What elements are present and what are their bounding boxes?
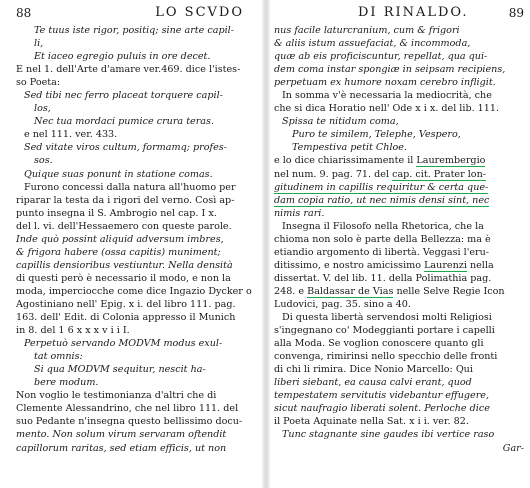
- text-span: alla Moda. Se voglion conoscere quanto gli: [274, 338, 484, 350]
- text-span: Gar-: [502, 442, 524, 454]
- text-line: Nec tua mordaci pumice crura teras.: [34, 116, 214, 128]
- text-span: nel num. 9. pag. 71. del: [274, 168, 393, 180]
- text-line: Sed vitate viros cultum, formamq; profes-: [24, 142, 227, 154]
- text-span: che si dica Horatio nell' Ode x i x. del lib. 111.: [274, 103, 500, 115]
- text-line: Te tuus iste rigor, positiq; sine arte capil-: [34, 25, 234, 36]
- text-line: [274, 246, 524, 259]
- left-page-header: [16, 4, 262, 22]
- text-line: [274, 363, 524, 376]
- text-line: [274, 128, 524, 141]
- text-span: dissertat. V. del lib. 11. della Polimathia pag.: [274, 272, 492, 284]
- text-line: capillis densioribus vestiuntur. Nella densità: [16, 259, 233, 271]
- text-line: del l. vi. dell'Hessaemero con queste parole.: [16, 220, 232, 232]
- right-text-block: [274, 24, 524, 455]
- text-line: [274, 324, 524, 337]
- text-span: nimis rari.: [274, 207, 325, 219]
- text-span: Di questa libertà servendosi molti Religiosi: [282, 312, 492, 324]
- text-line: Clemente Alessandrino, che nel libro 111. del: [16, 403, 239, 415]
- text-line: [274, 24, 524, 37]
- text-span: nus facile laturcranium, cum & frigori: [274, 25, 460, 36]
- text-span: tempestatem servitutis videbantur effugere,: [274, 390, 490, 402]
- text-span: nelle Selve Regie Icon: [393, 285, 505, 297]
- text-line: & frigora habere (ossa capitis) muniment;: [16, 246, 221, 258]
- text-line: [274, 402, 524, 415]
- right-page-header: [274, 4, 524, 22]
- text-line: los,: [34, 103, 51, 115]
- text-line: Et iaceo egregio puluis in ore decet.: [34, 51, 211, 63]
- underlined-reference: Baldassar de Vias: [307, 285, 394, 297]
- left-running-title: LO SCVDO: [155, 5, 244, 20]
- text-span: etiandio argomento di libertà. Veggasi l'eru-: [274, 246, 490, 258]
- text-span: il Poeta Aquinate nella Sat. x i i. ver. 82.: [274, 416, 469, 428]
- text-span: Tempestiva petit Chloe.: [292, 142, 408, 154]
- text-line: li,: [34, 38, 44, 50]
- text-line: punto insegna il S. Ambrogio nel cap. I x.: [16, 207, 217, 219]
- text-line: in 8. del 1 6 x x x v i i I.: [16, 325, 130, 337]
- text-line: [274, 89, 524, 102]
- text-span: di chi li rimira. Dice Nonio Marcello: Qui: [274, 364, 473, 376]
- text-line: [274, 168, 524, 181]
- text-span: nella: [466, 259, 494, 271]
- text-line: [274, 76, 524, 89]
- right-page: [266, 0, 530, 488]
- text-line: 163. dell' Edit. di Colonia appresso il Munich: [16, 312, 236, 324]
- text-line: [274, 311, 524, 324]
- text-line: [274, 181, 524, 194]
- text-line: [274, 115, 524, 128]
- text-line: sos.: [34, 155, 53, 167]
- text-line: Agostiniano nell' Epig. x i. del libro 111. pag.: [16, 298, 236, 310]
- text-line: so Poeta:: [16, 77, 61, 89]
- text-line: [274, 154, 524, 167]
- text-line: [274, 141, 524, 154]
- right-page-number: 89: [508, 6, 524, 20]
- text-span: In somma v'è necessaria la mediocrità, che: [282, 90, 492, 102]
- text-span: Spissa te nitidum coma,: [282, 116, 399, 128]
- text-line: [274, 415, 524, 428]
- text-line: [274, 63, 524, 76]
- text-line: [274, 442, 524, 455]
- text-line: [274, 337, 524, 350]
- left-text-block: [16, 24, 262, 455]
- underlined-reference: gitudinem in capillis requiritur & certa que-: [274, 181, 489, 193]
- text-line: riparar la testa da i rigori del verno. Così ap-: [16, 194, 235, 206]
- text-line: Inde quò possint aliquid adversum imbres,: [16, 233, 224, 245]
- text-span: s'ingegnano co' Modeggianti portare i capelli: [274, 325, 495, 337]
- text-line: [274, 207, 524, 220]
- text-line: Sed tibi nec ferro placeat torquere capil-: [24, 90, 223, 102]
- text-line: moda, imperciocche come dice Ingazio Dycker o: [16, 285, 252, 297]
- text-span: dem coma instar spongiæ in seipsam recipiens,: [274, 64, 506, 76]
- underlined-reference: Laurembergio: [416, 155, 486, 167]
- text-span: Tunc stagnante sine gaudes ibi vertice raso: [282, 429, 495, 441]
- text-line: [274, 220, 524, 233]
- text-span: e lo dice chiarissimamente il: [274, 155, 417, 167]
- text-line: [274, 389, 524, 402]
- text-line: e nel 111. ver. 433.: [24, 129, 118, 141]
- text-span: Ludovici, pag. 35. sino a 40.: [274, 298, 411, 310]
- text-line: [274, 233, 524, 246]
- text-line: mento. Non solum virum servaram oftendit: [16, 429, 227, 441]
- underlined-reference: dam copia ratio, ut nec nimis densi sint, nec: [274, 194, 490, 206]
- text-span: sicut naufragio liberati solent. Perloche dice: [274, 403, 490, 415]
- text-line: suo Pedante n'insegna questo bellissimo docu-: [16, 416, 243, 428]
- text-line: [274, 285, 524, 298]
- text-line: Si qua MODVM sequitur, nescit ha-: [34, 364, 206, 376]
- text-span: 248. e: [274, 285, 308, 297]
- text-line: Perpetuò servando MODVM modus exul-: [24, 338, 223, 350]
- text-span: perpetuam ex humore noxam cerebro infligit.: [274, 77, 496, 89]
- underlined-reference: Laurenzi: [424, 259, 467, 271]
- text-line: di questi però è necessario il modo, e non la: [16, 272, 231, 284]
- text-line: [274, 298, 524, 311]
- text-line: tat omnis:: [34, 351, 83, 363]
- text-span: liberi siebant, ea causa calvi erant, quod: [274, 377, 472, 389]
- text-span: Puro te similem, Telephe, Vespero,: [292, 129, 461, 141]
- text-span: ditissimo, e nostro amicissimo: [274, 259, 425, 271]
- text-line: Quique suas ponunt in statione comas.: [24, 168, 213, 180]
- text-line: capillorum raritas, sed etiam efficis, ut non: [16, 442, 227, 454]
- text-line: bere modum.: [34, 377, 99, 389]
- text-line: [274, 376, 524, 389]
- text-line: E nel 1. dell'Arte d'amare ver.469. dice l'istes-: [16, 64, 241, 76]
- text-line: [274, 272, 524, 285]
- underlined-reference: cap. cit. Prater lon-: [392, 168, 487, 180]
- text-line: [274, 428, 524, 441]
- text-line: Non voglio le testimonianza d'altri che di: [16, 390, 217, 402]
- text-span: chioma non solo è parte della Bellezza: ma è: [274, 233, 491, 245]
- left-page-number: 88: [16, 6, 32, 20]
- text-line: Furono concessi dalla natura all'huomo per: [24, 181, 236, 193]
- text-line: [274, 194, 524, 207]
- text-span: convenga, rimirinsi nello specchio delle fronti: [274, 351, 498, 363]
- text-span: quæ ab eis proficiscuntur, repellat, qua qui-: [274, 51, 488, 63]
- text-span: Insegna il Filosofo nella Rhetorica, che la: [282, 220, 484, 232]
- text-span: & aliis istum assuefaciat, & incommoda,: [274, 38, 471, 50]
- text-line: [274, 259, 524, 272]
- text-line: [274, 350, 524, 363]
- text-line: [274, 37, 524, 50]
- right-running-title: DI RINALDO.: [358, 5, 469, 20]
- text-line: [274, 102, 524, 115]
- text-line: [274, 50, 524, 63]
